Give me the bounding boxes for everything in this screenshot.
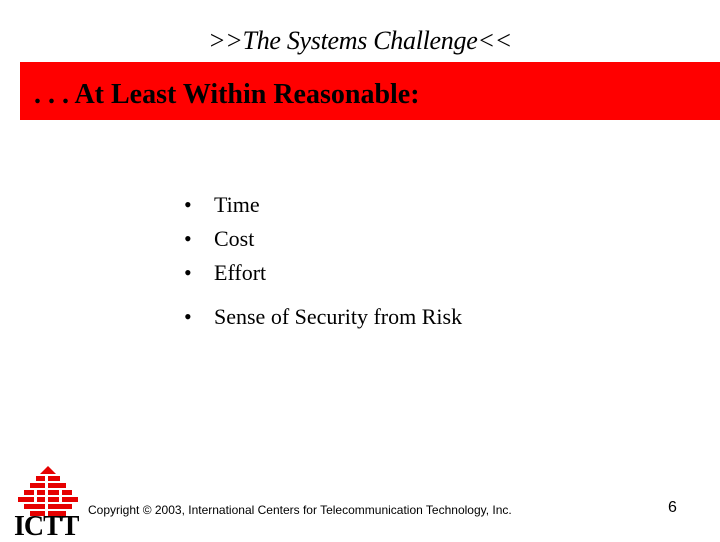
bullet-text: Sense of Security from Risk (214, 304, 463, 329)
bullet-marker: • (184, 226, 192, 251)
bullet-text: Effort (214, 260, 267, 285)
bullet-text: Time (214, 192, 260, 217)
title-bar (20, 62, 720, 120)
bullet-text: Cost (214, 226, 255, 251)
bullet-item-time (184, 188, 462, 222)
slide-title: . . . At Least Within Reasonable: (34, 79, 420, 110)
ictt-logo-text: ICTT (14, 511, 79, 542)
bullet-item-effort (184, 256, 462, 290)
page-number: 6 (668, 499, 677, 516)
bullet-marker: • (184, 192, 192, 217)
bullet-item-cost (184, 222, 462, 256)
bullet-list (184, 188, 462, 334)
slide-header: >>The Systems Challenge<< (208, 26, 512, 55)
bullet-marker: • (184, 304, 192, 329)
copyright-notice: Copyright © 2003, International Centers for Telecommunication Technology, Inc. (88, 503, 512, 517)
bullet-item-security (184, 300, 462, 334)
bullet-marker: • (184, 260, 192, 285)
